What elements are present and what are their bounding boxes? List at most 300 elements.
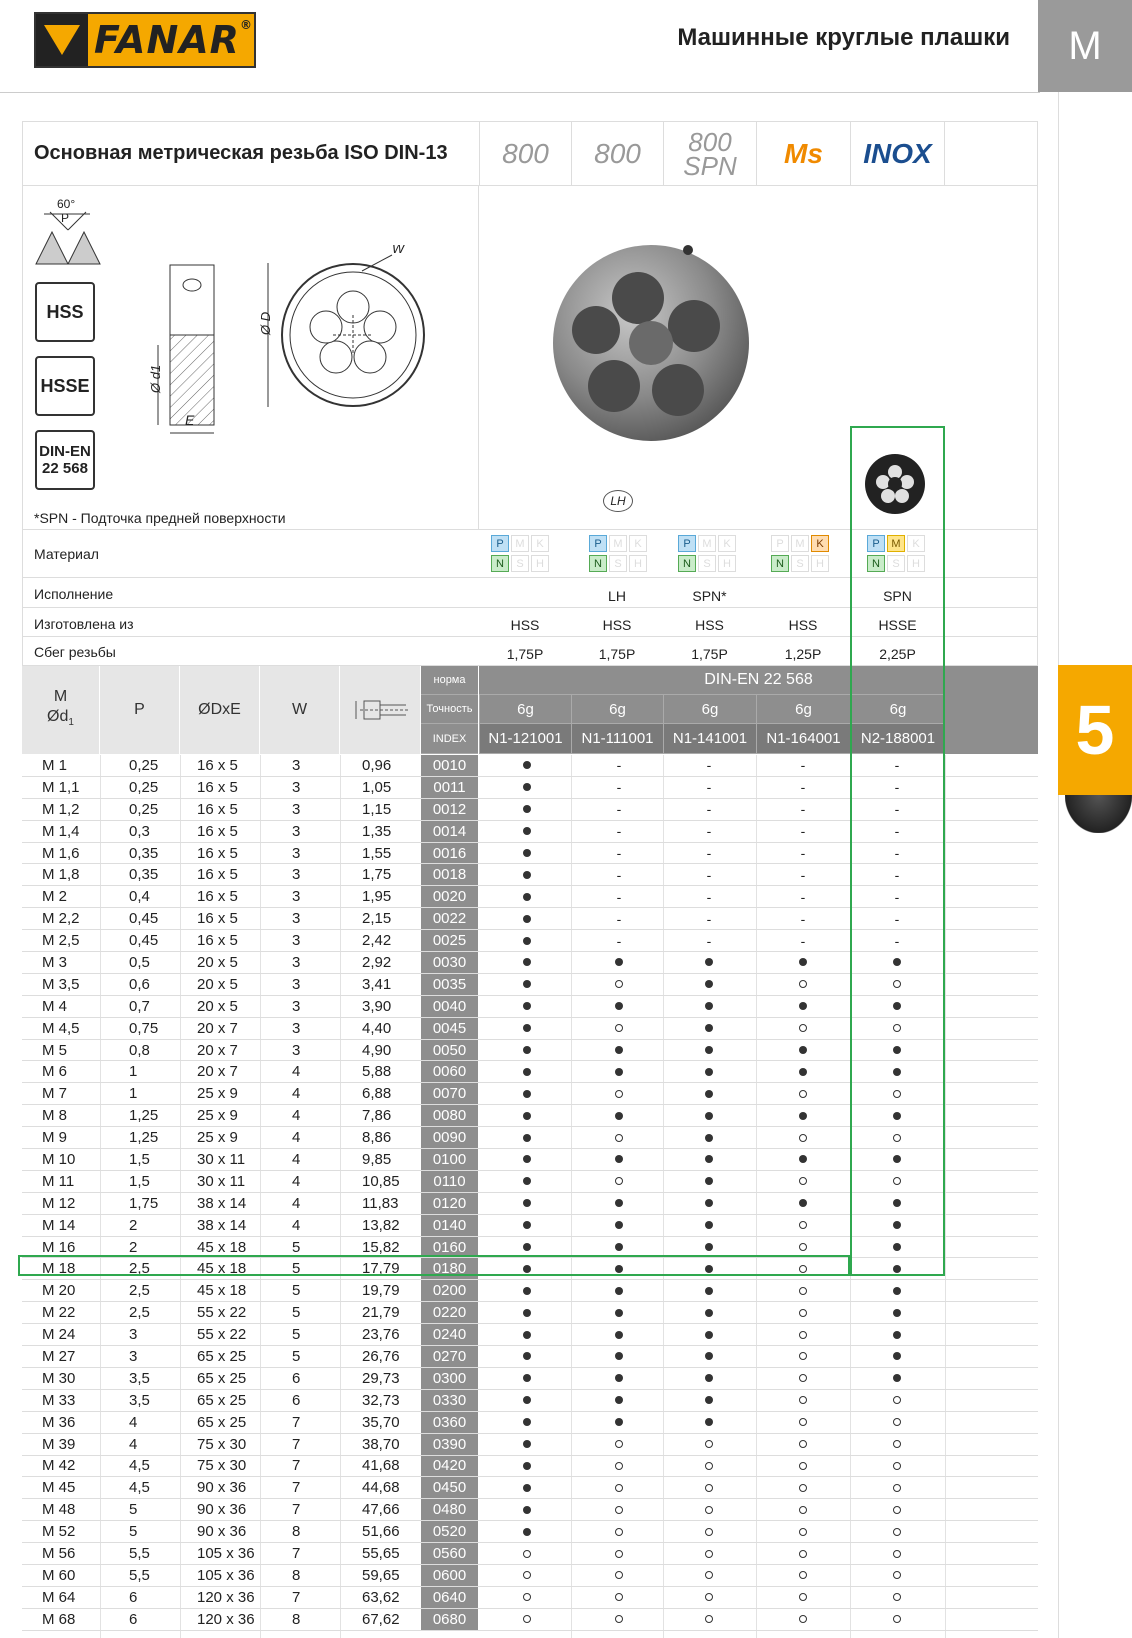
on-request-circle-icon <box>609 1565 629 1586</box>
w-cell: 4 <box>292 1107 301 1125</box>
header-divider <box>0 92 1040 93</box>
pitch-cell: 0,45 <box>129 910 159 928</box>
round-die-photo <box>546 238 756 448</box>
index-code-cell: 0270 <box>421 1346 478 1367</box>
open-circle-icon <box>615 1462 623 1470</box>
d1-cell: 6,88 <box>362 1085 392 1103</box>
available-dot-icon <box>517 1237 537 1258</box>
d1-cell: 2,42 <box>362 932 392 950</box>
on-request-circle-icon <box>517 1609 537 1630</box>
available-dot-icon <box>517 1193 537 1214</box>
dxe-cell: 16 x 5 <box>197 800 238 818</box>
filled-dot-icon <box>705 1090 713 1098</box>
mat-h: H <box>811 555 829 572</box>
index-4: N1-164001 <box>756 724 850 754</box>
table-row <box>22 1456 1038 1478</box>
sizes-table-body <box>22 755 1038 1631</box>
open-circle-icon <box>705 1615 713 1623</box>
available-dot-icon <box>517 821 537 842</box>
index-code-cell: 0560 <box>421 1543 478 1564</box>
filled-dot-icon <box>615 1309 623 1317</box>
w-cell: 5 <box>292 1326 301 1344</box>
filled-dot-icon <box>799 1046 807 1054</box>
dxe-cell: 90 x 36 <box>197 1501 247 1519</box>
dxe-cell: 75 x 30 <box>197 1435 247 1453</box>
index-code-cell: 0390 <box>421 1434 478 1455</box>
unavailable-dash: - <box>894 910 900 927</box>
open-circle-icon <box>799 1265 807 1273</box>
size-cell: M 2,2 <box>42 910 80 928</box>
badge-hss: HSS <box>35 282 95 342</box>
filled-dot-icon <box>523 783 531 791</box>
on-request-circle-icon <box>609 1609 629 1630</box>
available-dot-icon <box>517 1105 537 1126</box>
dxe-cell: 65 x 25 <box>197 1413 247 1431</box>
dxe-cell: 16 x 5 <box>197 888 238 906</box>
filled-dot-icon <box>799 1002 807 1010</box>
d1-cell: 7,86 <box>362 1107 392 1125</box>
size-cell: M 4,5 <box>42 1019 80 1037</box>
d1-cell: 1,95 <box>362 888 392 906</box>
filled-dot-icon <box>523 871 531 879</box>
unavailable-dash: - <box>706 801 712 818</box>
unavailable-dash: - <box>706 910 712 927</box>
unavailable-dash: - <box>706 779 712 796</box>
dxe-cell: 45 x 18 <box>197 1282 247 1300</box>
available-dot-icon <box>793 1193 813 1214</box>
available-dot-icon <box>517 1171 537 1192</box>
runout-val-4: 1,25P <box>784 646 822 662</box>
index-code-cell: 0016 <box>421 843 478 864</box>
size-cell: M 18 <box>42 1260 76 1278</box>
w-cell: 5 <box>292 1238 301 1256</box>
table-row <box>22 799 1038 821</box>
w-cell: 7 <box>292 1435 301 1453</box>
on-request-circle-icon <box>887 1083 907 1104</box>
open-circle-icon <box>893 1571 901 1579</box>
mat-k: K <box>907 535 925 552</box>
filled-dot-icon <box>705 1331 713 1339</box>
pitch-cell: 1 <box>129 1085 138 1103</box>
available-dot-icon <box>517 908 537 929</box>
open-circle-icon <box>705 1484 713 1492</box>
open-circle-icon <box>799 1134 807 1142</box>
size-cell: M 9 <box>42 1129 68 1147</box>
filled-dot-icon <box>705 1046 713 1054</box>
w-cell: 6 <box>292 1391 301 1409</box>
available-dot-icon <box>887 1061 907 1082</box>
pitch-cell: 1,5 <box>129 1150 150 1168</box>
available-dot-icon <box>699 1237 719 1258</box>
dxe-cell: 55 x 22 <box>197 1304 247 1322</box>
pitch-cell: 0,25 <box>129 756 159 774</box>
pitch-cell: 2,5 <box>129 1260 150 1278</box>
open-circle-icon <box>615 1571 623 1579</box>
on-request-circle-icon <box>793 1280 813 1301</box>
filled-dot-icon <box>705 1177 713 1185</box>
runout-label: Сбег резьбы <box>34 644 116 660</box>
on-request-circle-icon <box>793 1609 813 1630</box>
size-cell: M 60 <box>42 1566 76 1584</box>
size-cell: M 8 <box>42 1107 68 1125</box>
filled-dot-icon <box>523 1002 531 1010</box>
pitch-cell: 3 <box>129 1326 138 1344</box>
on-request-circle-icon <box>793 1215 813 1236</box>
on-request-circle-icon <box>609 1543 629 1564</box>
mat-k: K <box>718 535 736 552</box>
available-dot-icon <box>609 1258 629 1279</box>
w-cell: 4 <box>292 1194 301 1212</box>
w-cell: 7 <box>292 1457 301 1475</box>
index-code-cell: 0220 <box>421 1302 478 1323</box>
open-circle-icon <box>799 980 807 988</box>
on-request-circle-icon <box>793 1324 813 1345</box>
filled-dot-icon <box>799 1199 807 1207</box>
pitch-cell: 0,35 <box>129 866 159 884</box>
size-cell: M 1,4 <box>42 822 80 840</box>
filled-dot-icon <box>523 1068 531 1076</box>
d1-cell: 3,41 <box>362 975 392 993</box>
index-code-cell: 0180 <box>421 1258 478 1279</box>
d1-cell: 41,68 <box>362 1457 400 1475</box>
label-norm: норма <box>421 666 478 695</box>
available-dot-icon <box>887 1149 907 1170</box>
w-cell: 4 <box>292 1129 301 1147</box>
on-request-circle-icon <box>887 1434 907 1455</box>
filled-dot-icon <box>893 958 901 966</box>
dxe-cell: 20 x 7 <box>197 1041 238 1059</box>
table-row <box>22 864 1038 886</box>
accuracy-1: 6g <box>479 695 571 724</box>
available-dot-icon <box>517 1083 537 1104</box>
available-dot-icon <box>887 1105 907 1126</box>
size-cell: M 22 <box>42 1304 76 1322</box>
table-row <box>22 930 1038 952</box>
open-circle-icon <box>523 1571 531 1579</box>
available-dot-icon <box>699 1193 719 1214</box>
on-request-circle-icon <box>699 1543 719 1564</box>
w-cell: 4 <box>292 1216 301 1234</box>
open-circle-icon <box>799 1287 807 1295</box>
available-dot-icon <box>699 1258 719 1279</box>
dxe-cell: 105 x 36 <box>197 1545 255 1562</box>
unavailable-dash: - <box>616 888 622 905</box>
filled-dot-icon <box>893 1199 901 1207</box>
open-circle-icon <box>615 1177 623 1185</box>
index-code-cell: 0010 <box>421 755 478 776</box>
index-code-cell: 0140 <box>421 1215 478 1236</box>
available-dot-icon <box>699 1083 719 1104</box>
open-circle-icon <box>615 1090 623 1098</box>
open-circle-icon <box>799 1615 807 1623</box>
on-request-circle-icon <box>793 1565 813 1586</box>
filled-dot-icon <box>615 958 623 966</box>
filled-dot-icon <box>615 1287 623 1295</box>
index-code-cell: 0090 <box>421 1127 478 1148</box>
open-circle-icon <box>705 1550 713 1558</box>
w-cell: 8 <box>292 1610 301 1628</box>
available-dot-icon <box>517 1061 537 1082</box>
filled-dot-icon <box>523 1374 531 1382</box>
available-dot-icon <box>887 1280 907 1301</box>
runout-val-1: 1,75P <box>506 646 544 662</box>
d1-cell: 2,15 <box>362 910 392 928</box>
available-dot-icon <box>609 1302 629 1323</box>
filled-dot-icon <box>893 1352 901 1360</box>
table-row <box>22 1565 1038 1587</box>
mat-s: S <box>609 555 627 572</box>
label-index: INDEX <box>421 724 478 754</box>
table-row <box>22 1324 1038 1346</box>
svg-text:P: P <box>61 211 70 225</box>
open-circle-icon <box>799 1550 807 1558</box>
filled-dot-icon <box>523 1396 531 1404</box>
pitch-cell: 0,6 <box>129 975 150 993</box>
table-row <box>22 908 1038 930</box>
table-row <box>22 886 1038 908</box>
filled-dot-icon <box>523 1265 531 1273</box>
on-request-circle-icon <box>609 1456 629 1477</box>
available-dot-icon <box>887 1040 907 1061</box>
pitch-cell: 0,45 <box>129 932 159 950</box>
table-row <box>22 1171 1038 1193</box>
svg-text:E: E <box>185 412 195 428</box>
col-header-p: P <box>100 666 180 754</box>
index-code-cell: 0011 <box>421 777 478 798</box>
w-cell: 3 <box>292 844 301 862</box>
inox-die-photo <box>863 452 927 516</box>
open-circle-icon <box>705 1528 713 1536</box>
material-grid-2 <box>589 535 647 572</box>
filled-dot-icon <box>523 1177 531 1185</box>
filled-dot-icon <box>523 1090 531 1098</box>
open-circle-icon <box>799 1484 807 1492</box>
spn-footnote: *SPN - Подточка предней поверхности <box>34 510 286 526</box>
open-circle-icon <box>799 1024 807 1032</box>
filled-dot-icon <box>615 1199 623 1207</box>
size-cell: M 7 <box>42 1085 68 1103</box>
pitch-cell: 5,5 <box>129 1566 150 1584</box>
dxe-cell: 16 x 5 <box>197 910 238 928</box>
index-code-cell: 0200 <box>421 1280 478 1301</box>
dxe-cell: 20 x 5 <box>197 997 238 1015</box>
corner-tab[interactable]: M <box>1038 0 1132 92</box>
filled-dot-icon <box>615 1352 623 1360</box>
side-section-tab[interactable]: 5 <box>1058 665 1132 795</box>
dxe-cell: 30 x 11 <box>197 1172 246 1190</box>
filled-dot-icon <box>615 1374 623 1382</box>
on-request-circle-icon <box>793 1412 813 1433</box>
available-dot-icon <box>517 1302 537 1323</box>
unavailable-dash: - <box>616 866 622 883</box>
material-grid-3 <box>678 535 736 572</box>
filled-dot-icon <box>705 1418 713 1426</box>
pitch-cell: 0,7 <box>129 997 150 1015</box>
filled-dot-icon <box>705 1068 713 1076</box>
available-dot-icon <box>517 1018 537 1039</box>
table-row <box>22 1061 1038 1083</box>
on-request-circle-icon <box>517 1543 537 1564</box>
unavailable-dash: - <box>800 910 806 927</box>
made-val-5: HSSE <box>878 617 917 633</box>
filled-dot-icon <box>523 1352 531 1360</box>
w-cell: 3 <box>292 778 301 796</box>
table-row <box>22 1477 1038 1499</box>
size-cell: M 16 <box>42 1238 76 1256</box>
index-5: N2-188001 <box>850 724 945 754</box>
table-row <box>22 1149 1038 1171</box>
filled-dot-icon <box>799 1155 807 1163</box>
available-dot-icon <box>609 1237 629 1258</box>
open-circle-icon <box>523 1615 531 1623</box>
dxe-cell: 45 x 18 <box>197 1238 247 1256</box>
open-circle-icon <box>799 1528 807 1536</box>
on-request-circle-icon <box>887 1412 907 1433</box>
table-row <box>22 1215 1038 1237</box>
on-request-circle-icon <box>887 1477 907 1498</box>
pitch-cell: 5,5 <box>129 1545 150 1562</box>
available-dot-icon <box>517 1127 537 1148</box>
unavailable-dash: - <box>894 823 900 840</box>
table-row <box>22 1018 1038 1040</box>
mat-p: P <box>678 535 696 552</box>
table-row <box>22 1390 1038 1412</box>
filled-dot-icon <box>615 1002 623 1010</box>
on-request-circle-icon <box>793 1456 813 1477</box>
on-request-circle-icon <box>793 1302 813 1323</box>
d1-schematic-icon <box>350 695 410 725</box>
open-circle-icon <box>799 1571 807 1579</box>
badge-din-en: DIN-EN 22 568 <box>35 430 95 490</box>
header-filler <box>945 666 1038 754</box>
made-val-3: HSS <box>695 617 724 633</box>
on-request-circle-icon <box>609 1587 629 1608</box>
available-dot-icon <box>609 1390 629 1411</box>
d1-cell: 11,83 <box>362 1194 399 1212</box>
filled-dot-icon <box>523 1243 531 1251</box>
d1-cell: 2,92 <box>362 953 392 971</box>
size-cell: M 10 <box>42 1150 76 1168</box>
open-circle-icon <box>893 1090 901 1098</box>
execution-val-3: SPN* <box>692 588 727 604</box>
mat-s: S <box>887 555 905 572</box>
on-request-circle-icon <box>887 1499 907 1520</box>
filled-dot-icon <box>893 1068 901 1076</box>
filled-dot-icon <box>893 1221 901 1229</box>
filled-dot-icon <box>893 1309 901 1317</box>
unavailable-dash: - <box>616 910 622 927</box>
table-row <box>22 843 1038 865</box>
index-code-cell: 0012 <box>421 799 478 820</box>
on-request-circle-icon <box>793 1127 813 1148</box>
filled-dot-icon <box>523 915 531 923</box>
table-row <box>22 1280 1038 1302</box>
available-dot-icon <box>887 1258 907 1279</box>
available-dot-icon <box>699 1390 719 1411</box>
available-dot-icon <box>517 886 537 907</box>
dxe-cell: 105 x 36 <box>197 1566 255 1584</box>
made-val-1: HSS <box>510 617 540 633</box>
filled-dot-icon <box>799 958 807 966</box>
dxe-cell: 16 x 5 <box>197 822 238 840</box>
available-dot-icon <box>699 1127 719 1148</box>
open-circle-icon <box>615 1550 623 1558</box>
available-dot-icon <box>517 1456 537 1477</box>
table-row <box>22 777 1038 799</box>
index-code-cell: 0080 <box>421 1105 478 1126</box>
d1-cell: 1,75 <box>362 866 392 884</box>
index-code-cell: 0070 <box>421 1083 478 1104</box>
size-cell: M 1,8 <box>42 866 80 884</box>
open-circle-icon <box>893 1528 901 1536</box>
available-dot-icon <box>887 1215 907 1236</box>
available-dot-icon <box>517 755 537 776</box>
index-2: N1-111001 <box>571 724 663 754</box>
pitch-cell: 1,25 <box>129 1107 159 1125</box>
pitch-cell: 4,5 <box>129 1479 150 1497</box>
available-dot-icon <box>699 974 719 995</box>
on-request-circle-icon <box>887 1018 907 1039</box>
table-row <box>22 1127 1038 1149</box>
open-circle-icon <box>893 1506 901 1514</box>
available-dot-icon <box>609 1346 629 1367</box>
filled-dot-icon <box>523 1418 531 1426</box>
standard-header: DIN-EN 22 568 <box>479 666 1038 695</box>
filled-dot-icon <box>523 937 531 945</box>
on-request-circle-icon <box>793 1543 813 1564</box>
filled-dot-icon <box>705 1265 713 1273</box>
w-cell: 3 <box>292 910 301 928</box>
w-cell: 3 <box>292 888 301 906</box>
pitch-cell: 0,75 <box>129 1019 159 1037</box>
pitch-cell: 6 <box>129 1588 138 1606</box>
available-dot-icon <box>699 1215 719 1236</box>
dxe-cell: 120 x 36 <box>197 1588 255 1606</box>
available-dot-icon <box>699 1302 719 1323</box>
open-circle-icon <box>615 1506 623 1514</box>
available-dot-icon <box>699 1105 719 1126</box>
available-dot-icon <box>887 1324 907 1345</box>
available-dot-icon <box>699 952 719 973</box>
size-cell: M 1,6 <box>42 844 80 862</box>
available-dot-icon <box>887 952 907 973</box>
filled-dot-icon <box>523 849 531 857</box>
filled-dot-icon <box>523 1287 531 1295</box>
open-circle-icon <box>799 1462 807 1470</box>
open-circle-icon <box>799 1352 807 1360</box>
index-code-cell: 0018 <box>421 864 478 885</box>
available-dot-icon <box>517 1499 537 1520</box>
filled-dot-icon <box>523 1506 531 1514</box>
d1-cell: 1,55 <box>362 844 392 862</box>
open-circle-icon <box>799 1506 807 1514</box>
size-cell: M 64 <box>42 1588 76 1606</box>
dxe-cell: 65 x 25 <box>197 1369 247 1387</box>
filled-dot-icon <box>523 980 531 988</box>
on-request-circle-icon <box>793 1237 813 1258</box>
mat-n: N <box>678 555 696 572</box>
pitch-cell: 2,5 <box>129 1282 150 1300</box>
pitch-cell: 2 <box>129 1238 138 1256</box>
available-dot-icon <box>793 952 813 973</box>
unavailable-dash: - <box>894 845 900 861</box>
mat-k: K <box>531 535 549 552</box>
filled-dot-icon <box>893 1243 901 1251</box>
open-circle-icon <box>705 1571 713 1579</box>
available-dot-icon <box>517 952 537 973</box>
open-circle-icon <box>615 1528 623 1536</box>
on-request-circle-icon <box>699 1521 719 1542</box>
